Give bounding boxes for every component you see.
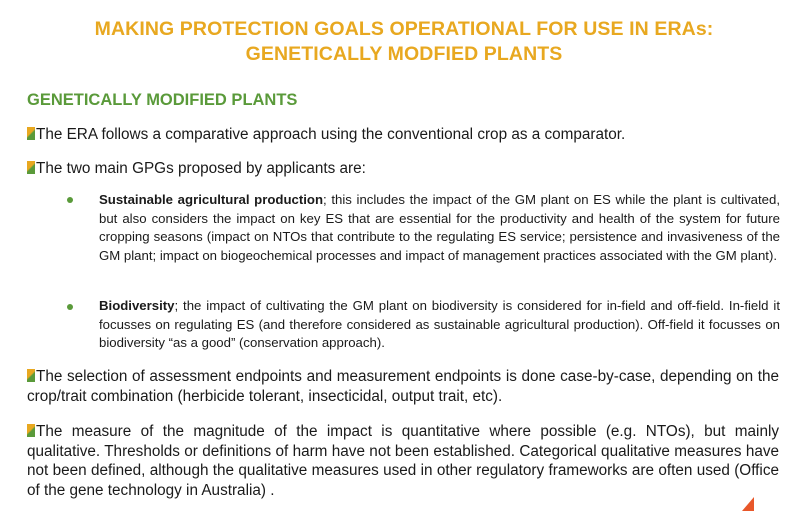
bullet-dot-icon xyxy=(67,197,73,203)
bullet-sustainable-agriculture xyxy=(99,191,780,265)
slide-title-line-2: GENETICALLY MODFIED PLANTS xyxy=(245,43,563,65)
paragraph-endpoints xyxy=(27,367,779,406)
bullet-text: ; the impact of cultivating the GM plant on biodiversity is considered for in-field and off-field. In-field it focusses on regulating ES (and therefore considered as sustainable agricultural production). Off-field it focusses on biodiversity “as a good” (conservation approach). xyxy=(99,298,780,351)
paragraph-main-gpgs xyxy=(27,159,779,179)
bullet-term: Biodiversity xyxy=(99,298,175,313)
bullet-text: ; this includes the impact of the GM plant on ES while the plant is cultivated, but also considers the impact on key ES that are essential for the productivity and health of the system for future cropping seasons (impact on NTOs that contribute to the regulating ES service; persistence and invasiveness of the GM plant; impact on biogeochemical processes and impact of management practices associated with the GM plant). xyxy=(99,192,780,263)
bullet-dot-icon xyxy=(67,304,73,310)
paragraph-text: The selection of assessment endpoints and measurement endpoints is done case-by-case, depending on the crop/trait combination (herbicide tolerant, insecticidal, output trait, etc). xyxy=(27,368,779,405)
corner-arrow-icon xyxy=(742,497,754,511)
paragraph-text: The two main GPGs proposed by applicants are: xyxy=(36,160,366,177)
paragraph-marker-icon xyxy=(27,424,35,437)
paragraph-text: The measure of the magnitude of the impact is quantitative where possible (e.g. NTOs), but mainly qualitative. Thresholds or definitions of harm have not been established. Categorical qualitative measures have not been defined, although the qualitative measures used in other regulatory frameworks are often used (Office of the gene technology in Australia) . xyxy=(27,423,779,499)
paragraph-marker-icon xyxy=(27,127,35,140)
paragraph-comparative-approach xyxy=(27,125,779,145)
section-heading: GENETICALLY MODIFIED PLANTS xyxy=(27,91,298,109)
slide-title xyxy=(0,17,808,67)
bullet-term: Sustainable agricultural production xyxy=(99,192,324,207)
paragraph-marker-icon xyxy=(27,161,35,174)
bullet-biodiversity xyxy=(99,297,780,353)
paragraph-text: The ERA follows a comparative approach using the conventional crop as a comparator. xyxy=(36,126,626,143)
paragraph-marker-icon xyxy=(27,369,35,382)
paragraph-impact-magnitude xyxy=(27,422,779,500)
slide-title-line-1: MAKING PROTECTION GOALS OPERATIONAL FOR USE IN ERAs: xyxy=(94,18,714,40)
